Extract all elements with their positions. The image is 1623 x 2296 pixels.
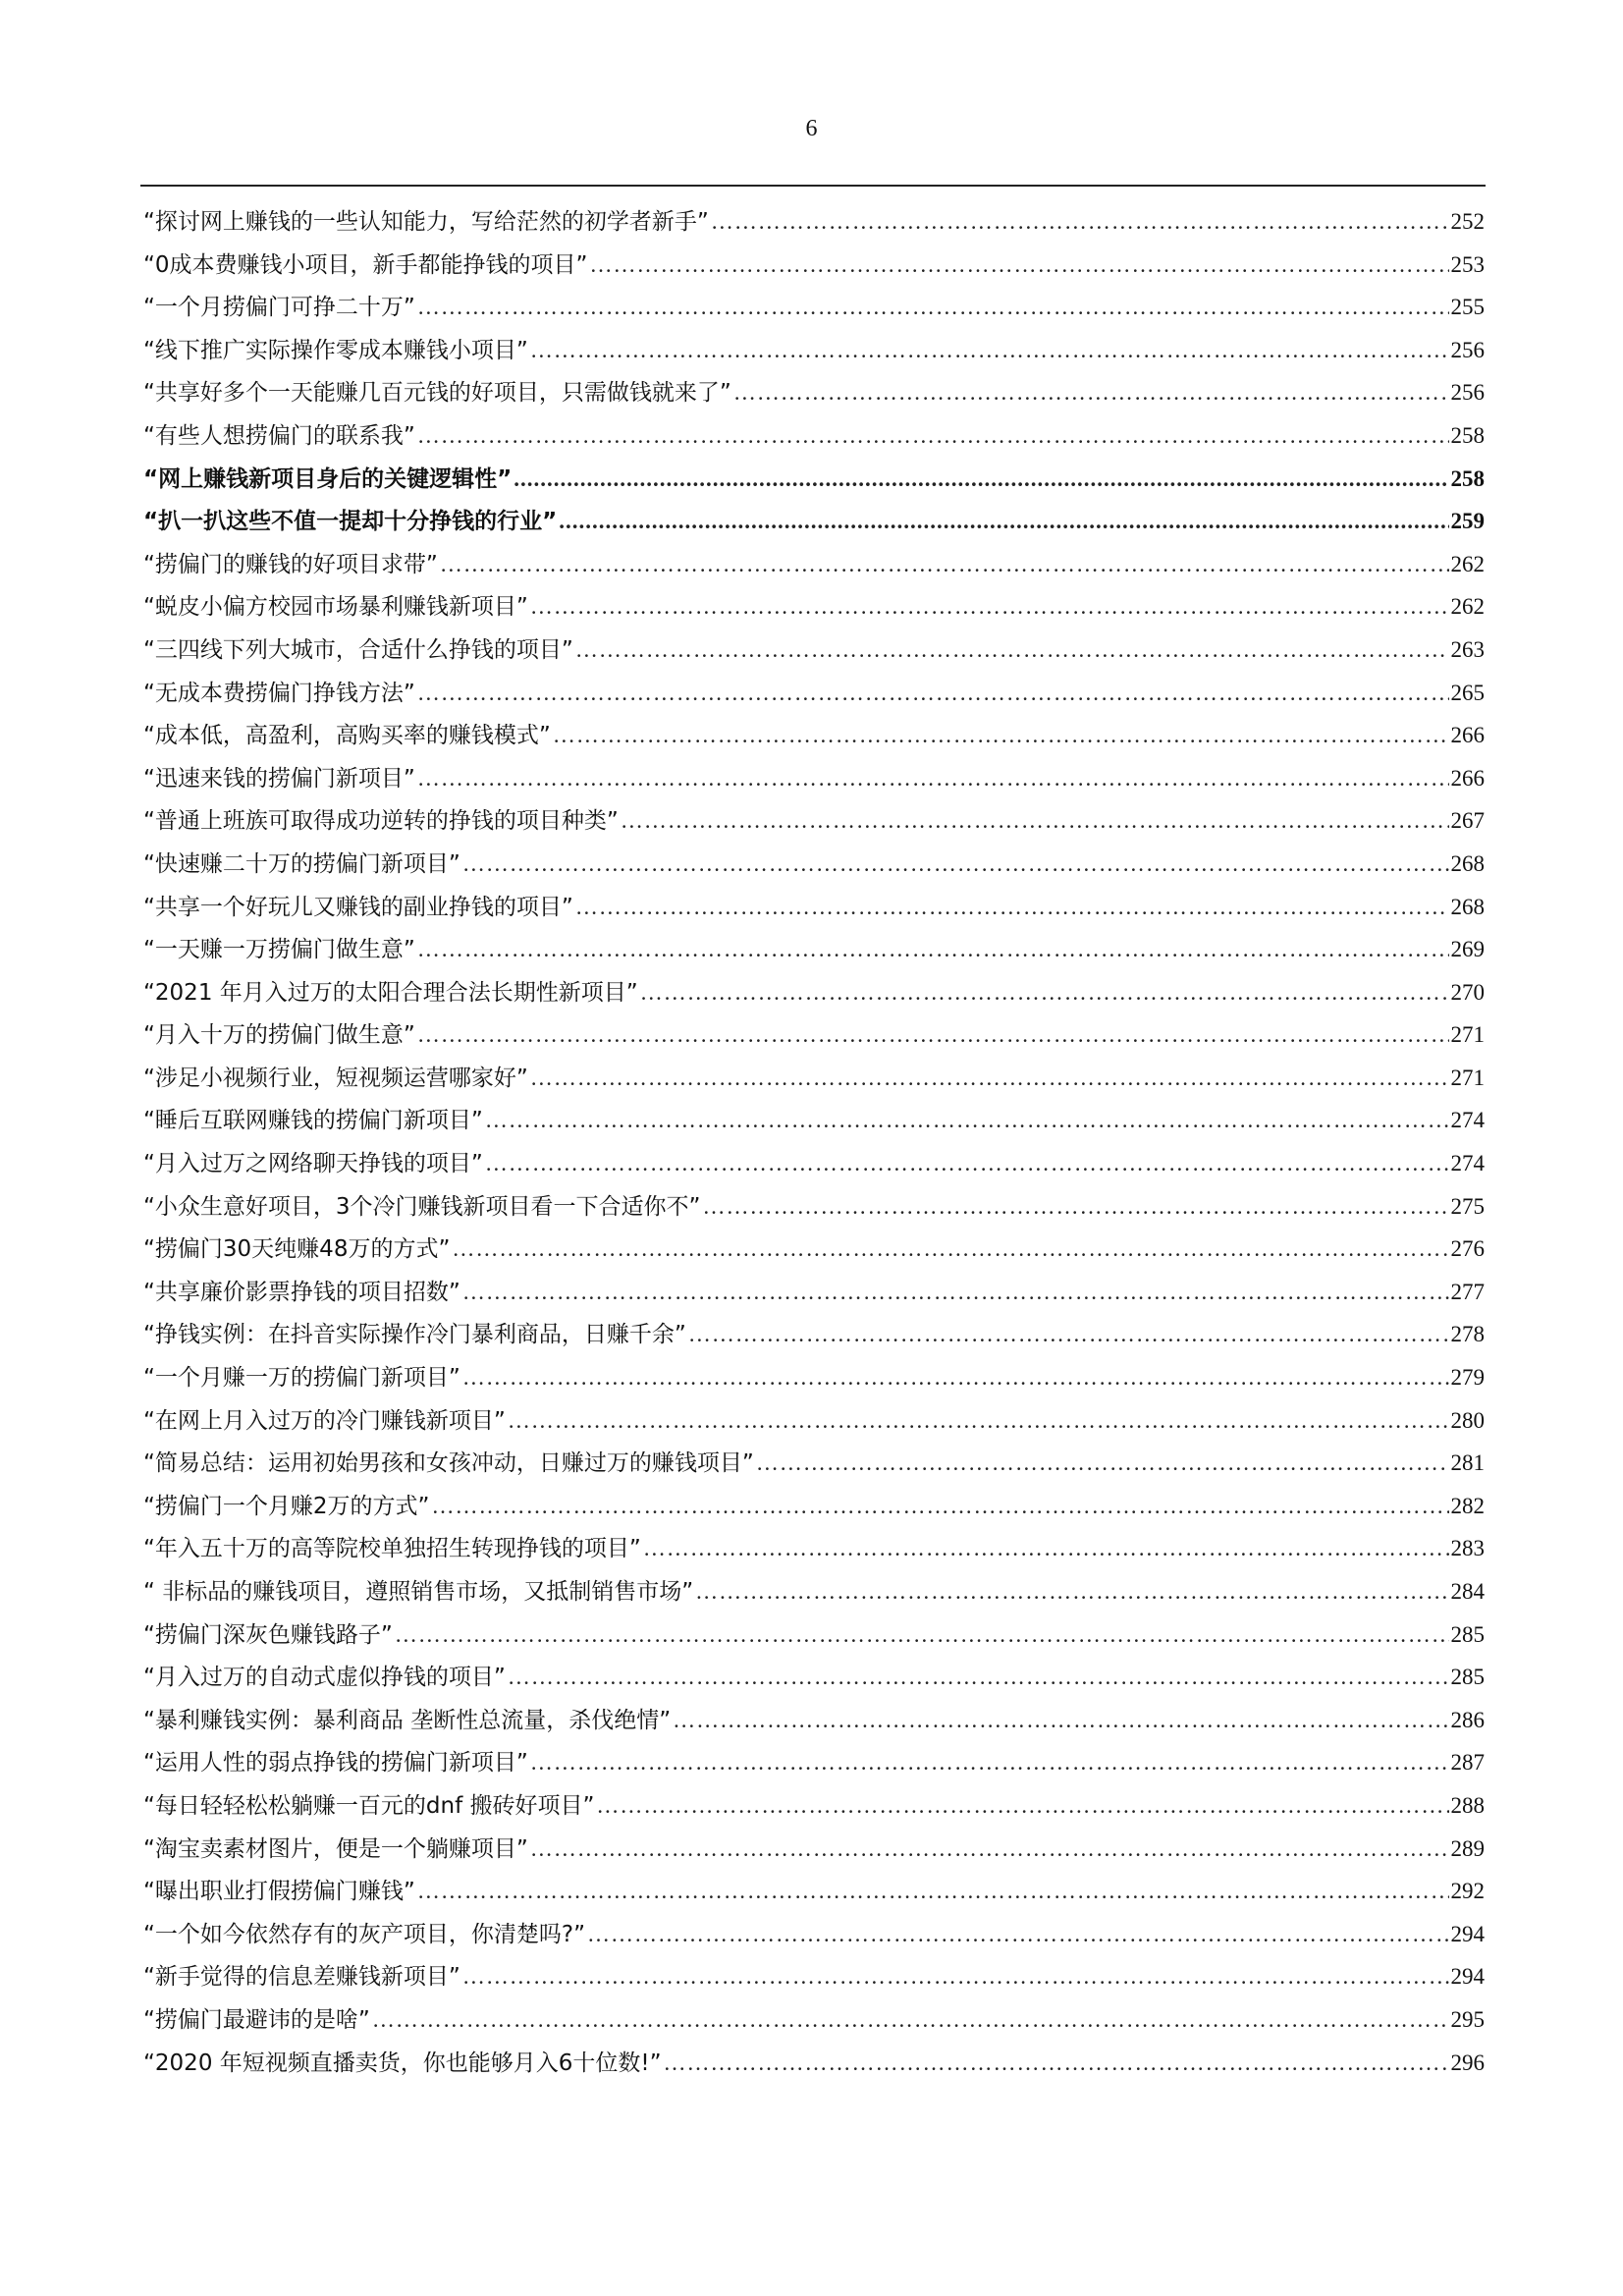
toc-entry-page: 269 <box>1450 937 1485 962</box>
toc-leader-dots <box>417 672 1449 715</box>
toc-entry-title: “共享一个好玩儿又赚钱的副业挣钱的项目” <box>143 894 573 920</box>
toc-leader-dots <box>695 1570 1448 1613</box>
toc-entry[interactable] <box>143 200 1485 244</box>
toc-leader-dots <box>417 286 1449 329</box>
toc-entry-page: 268 <box>1450 850 1485 876</box>
toc-leader-dots <box>530 585 1449 629</box>
toc-leader-dots <box>508 1399 1449 1443</box>
toc-entry-page: 270 <box>1450 979 1485 1005</box>
toc-leader-dots <box>395 1613 1449 1657</box>
toc-leader-dots <box>673 1699 1448 1742</box>
toc-leader-dots <box>485 1142 1449 1185</box>
toc-entry-page: 292 <box>1450 1879 1485 1904</box>
toc-leader-dots <box>417 1013 1449 1057</box>
toc-entry[interactable] <box>143 1485 1485 1528</box>
toc-entry[interactable] <box>143 1913 1485 1956</box>
toc-entry[interactable] <box>143 886 1485 929</box>
toc-entry-page: 277 <box>1450 1279 1485 1304</box>
table-of-contents <box>143 200 1485 2084</box>
toc-entry-page: 262 <box>1450 594 1485 620</box>
toc-entry-title: “一个如今依然存有的灰产项目，你清楚吗?” <box>143 1921 586 1947</box>
toc-leader-dots <box>462 1356 1449 1399</box>
toc-entry-page: 285 <box>1450 1665 1485 1690</box>
toc-entry[interactable] <box>143 1057 1485 1100</box>
toc-entry-page: 294 <box>1450 1921 1485 1946</box>
toc-entry[interactable] <box>143 1356 1485 1399</box>
toc-entry-title: “在网上月入过万的冷门赚钱新项目” <box>143 1407 506 1434</box>
toc-entry-page: 267 <box>1450 808 1485 834</box>
toc-entry-title: “捞偏门一个月赚2万的方式” <box>143 1493 430 1519</box>
toc-leader-dots <box>553 714 1449 757</box>
header-divider <box>140 185 1486 187</box>
toc-entry-title: “共享廉价影票挣钱的项目招数” <box>143 1279 460 1305</box>
toc-leader-dots <box>702 1185 1448 1229</box>
toc-entry-page: 253 <box>1450 251 1485 277</box>
toc-entry-title: “捞偏门30天纯赚48万的方式” <box>143 1236 451 1263</box>
toc-entry[interactable] <box>143 244 1485 287</box>
toc-entry-title: “捞偏门深灰色赚钱路子” <box>143 1621 393 1648</box>
toc-entry-title: “捞偏门最避讳的是啥” <box>143 2006 370 2033</box>
toc-entry-page: 296 <box>1450 2050 1485 2075</box>
toc-entry[interactable] <box>143 1142 1485 1185</box>
toc-entry-title: “涉足小视频行业，短视频运营哪家好” <box>143 1065 528 1091</box>
toc-entry-page: 268 <box>1450 894 1485 919</box>
toc-entry-title: “睡后互联网赚钱的捞偏门新项目” <box>143 1108 483 1134</box>
toc-leader-dots <box>530 1057 1449 1100</box>
toc-leader-dots <box>417 928 1449 971</box>
toc-entry-page: 263 <box>1450 636 1485 662</box>
toc-entry-page: 256 <box>1450 337 1485 362</box>
toc-entry[interactable] <box>143 1784 1485 1828</box>
toc-entry[interactable] <box>143 329 1485 372</box>
toc-entry-page: 281 <box>1450 1450 1485 1476</box>
toc-leader-dots <box>575 886 1449 929</box>
toc-entry-title: “小众生意好项目，3个冷门赚钱新项目看一下合适你不” <box>143 1193 701 1220</box>
toc-entry[interactable] <box>143 1870 1485 1913</box>
toc-entry-page: 266 <box>1450 723 1485 748</box>
toc-entry[interactable] <box>143 1613 1485 1657</box>
toc-leader-dots <box>440 543 1449 586</box>
toc-entry-title: “蜕皮小偏方校园市场暴利赚钱新项目” <box>143 594 528 621</box>
toc-entry-title: “迅速来钱的捞偏门新项目” <box>143 765 415 792</box>
toc-entry-page: 284 <box>1450 1579 1485 1604</box>
toc-leader-dots <box>417 1870 1449 1913</box>
toc-entry-title: “成本低，高盈利，高购买率的赚钱模式” <box>143 723 551 749</box>
toc-entry[interactable] <box>143 971 1485 1014</box>
toc-entry-page: 259 <box>1450 509 1485 534</box>
toc-leader-dots <box>530 329 1449 372</box>
toc-entry-page: 278 <box>1450 1322 1485 1347</box>
toc-leader-dots <box>596 1784 1448 1828</box>
toc-entry[interactable] <box>143 843 1485 886</box>
toc-leader-dots <box>711 200 1449 244</box>
toc-entry-title: “一个月赚一万的捞偏门新项目” <box>143 1365 460 1392</box>
toc-entry-title: “共享好多个一天能赚几百元钱的好项目，只需做钱就来了” <box>143 380 731 407</box>
toc-entry[interactable] <box>143 1185 1485 1229</box>
toc-entry-page: 252 <box>1450 209 1485 234</box>
toc-entry-title: “线下推广实际操作零成本赚钱小项目” <box>143 337 528 363</box>
toc-entry-title: “快速赚二十万的捞偏门新项目” <box>143 850 460 877</box>
toc-leader-dots <box>417 757 1449 800</box>
toc-entry-title: “三四线下列大城市，合适什么挣钱的项目” <box>143 636 573 663</box>
toc-entry[interactable] <box>143 1099 1485 1142</box>
toc-entry[interactable] <box>143 1313 1485 1356</box>
toc-entry-title: “有些人想捞偏门的联系我” <box>143 422 415 449</box>
toc-entry[interactable] <box>143 1741 1485 1784</box>
toc-entry-title: “2021 年月入过万的太阳合理合法长期性新项目” <box>143 979 638 1006</box>
toc-leader-dots <box>462 843 1449 886</box>
toc-entry-title: “挣钱实例：在抖音实际操作冷门暴利商品，日赚千余” <box>143 1322 686 1348</box>
toc-entry[interactable] <box>143 458 1485 501</box>
toc-entry-title: “ 非标品的赚钱项目，遵照销售市场，又抵制销售市场” <box>143 1579 694 1605</box>
toc-entry[interactable] <box>143 1527 1485 1570</box>
toc-entry-title: “探讨网上赚钱的一些认知能力，写给茫然的初学者新手” <box>143 209 709 235</box>
toc-entry-title: “网上赚钱新项目身后的关键逻辑性” <box>143 465 513 492</box>
toc-entry-page: 255 <box>1450 295 1485 320</box>
toc-leader-dots <box>643 1527 1449 1570</box>
toc-leader-dots <box>462 1955 1449 1998</box>
toc-entry[interactable] <box>143 500 1485 543</box>
toc-leader-dots <box>575 629 1449 672</box>
toc-entry[interactable] <box>143 1656 1485 1699</box>
toc-entry[interactable] <box>143 286 1485 329</box>
toc-entry-title: “简易总结：运用初始男孩和女孩冲动，日赚过万的赚钱项目” <box>143 1450 754 1477</box>
toc-entry[interactable] <box>143 1399 1485 1443</box>
toc-entry-title: “一天赚一万捞偏门做生意” <box>143 937 415 963</box>
toc-entry-title: “月入过万的自动式虚似挣钱的项目” <box>143 1665 506 1691</box>
toc-entry-page: 274 <box>1450 1151 1485 1176</box>
toc-entry-page: 283 <box>1450 1536 1485 1561</box>
toc-entry-title: “0成本费赚钱小项目，新手都能挣钱的项目” <box>143 251 588 278</box>
toc-entry-page: 288 <box>1450 1792 1485 1818</box>
toc-leader-dots <box>431 1485 1448 1528</box>
toc-entry-title: “月入十万的捞偏门做生意” <box>143 1022 415 1049</box>
toc-entry-page: 271 <box>1450 1065 1485 1090</box>
page-number: 6 <box>805 116 818 141</box>
toc-entry-page: 289 <box>1450 1835 1485 1861</box>
toc-entry-title: “无成本费捞偏门挣钱方法” <box>143 680 415 706</box>
toc-leader-dots <box>688 1313 1449 1356</box>
toc-entry-page: 276 <box>1450 1236 1485 1262</box>
toc-leader-dots <box>664 2042 1449 2085</box>
toc-entry-title: “每日轻轻松松躺赚一百元的dnf 搬砖好项目” <box>143 1792 595 1819</box>
toc-leader-dots <box>559 500 1448 543</box>
toc-entry[interactable] <box>143 1699 1485 1742</box>
toc-entry-page: 294 <box>1450 1964 1485 1990</box>
toc-entry[interactable] <box>143 1271 1485 1314</box>
toc-entry-page: 271 <box>1450 1022 1485 1048</box>
toc-entry-page: 285 <box>1450 1621 1485 1647</box>
toc-leader-dots <box>462 1271 1449 1314</box>
toc-entry[interactable] <box>143 1955 1485 1998</box>
toc-entry-title: “暴利赚钱实例：暴利商品 垄断性总流量，杀伐绝情” <box>143 1707 672 1733</box>
toc-entry-title: “2020 年短视频直播卖货，你也能够月入6十位数!” <box>143 2050 662 2076</box>
toc-entry-page: 282 <box>1450 1493 1485 1518</box>
toc-leader-dots <box>589 244 1448 287</box>
toc-leader-dots <box>640 971 1449 1014</box>
toc-entry[interactable] <box>143 672 1485 715</box>
toc-entry[interactable] <box>143 543 1485 586</box>
toc-entry-title: “扒一扒这些不值一提却十分挣钱的行业” <box>143 509 558 535</box>
toc-leader-dots <box>733 371 1449 414</box>
toc-entry-page: 287 <box>1450 1750 1485 1776</box>
toc-entry-title: “捞偏门的赚钱的好项目求带” <box>143 551 438 577</box>
toc-entry-page: 256 <box>1450 380 1485 406</box>
toc-leader-dots <box>621 799 1449 843</box>
toc-entry-page: 258 <box>1450 422 1485 448</box>
toc-entry-page: 279 <box>1450 1365 1485 1391</box>
toc-entry-title: “淘宝卖素材图片，便是一个躺赚项目” <box>143 1835 528 1862</box>
toc-entry-page: 266 <box>1450 765 1485 791</box>
toc-leader-dots <box>417 414 1449 458</box>
toc-entry-title: “普通上班族可取得成功逆转的挣钱的项目种类” <box>143 808 619 835</box>
toc-entry-page: 258 <box>1450 465 1485 491</box>
toc-entry[interactable] <box>143 1828 1485 1871</box>
toc-entry[interactable] <box>143 1998 1485 2042</box>
toc-entry-page: 275 <box>1450 1193 1485 1219</box>
toc-entry[interactable] <box>143 2042 1485 2085</box>
toc-leader-dots <box>756 1442 1449 1485</box>
toc-entry-page: 265 <box>1450 680 1485 705</box>
toc-leader-dots <box>530 1741 1449 1784</box>
toc-entry[interactable] <box>143 757 1485 800</box>
toc-entry-title: “运用人性的弱点挣钱的捞偏门新项目” <box>143 1750 528 1777</box>
toc-entry[interactable] <box>143 1570 1485 1613</box>
toc-leader-dots <box>452 1228 1448 1271</box>
toc-entry-page: 286 <box>1450 1707 1485 1732</box>
toc-leader-dots <box>530 1828 1449 1871</box>
toc-entry-page: 262 <box>1450 551 1485 576</box>
toc-entry-page: 274 <box>1450 1108 1485 1133</box>
toc-entry-title: “月入过万之网络聊天挣钱的项目” <box>143 1151 483 1177</box>
toc-leader-dots <box>587 1913 1448 1956</box>
toc-leader-dots <box>514 458 1448 501</box>
toc-entry-title: “一个月捞偏门可挣二十万” <box>143 295 415 321</box>
toc-entry[interactable] <box>143 1013 1485 1057</box>
toc-entry[interactable] <box>143 1442 1485 1485</box>
toc-entry[interactable] <box>143 371 1485 414</box>
toc-entry[interactable] <box>143 585 1485 629</box>
toc-entry-page: 280 <box>1450 1407 1485 1433</box>
toc-entry-page: 295 <box>1450 2006 1485 2032</box>
toc-entry[interactable] <box>143 714 1485 757</box>
toc-leader-dots <box>508 1656 1449 1699</box>
toc-leader-dots <box>372 1998 1449 2042</box>
toc-entry-title: “曝出职业打假捞偏门赚钱” <box>143 1879 415 1905</box>
toc-entry[interactable] <box>143 629 1485 672</box>
toc-entry[interactable] <box>143 414 1485 458</box>
toc-entry[interactable] <box>143 1228 1485 1271</box>
toc-entry[interactable] <box>143 928 1485 971</box>
toc-entry-title: “年入五十万的高等院校单独招生转现挣钱的项目” <box>143 1536 641 1562</box>
toc-leader-dots <box>485 1099 1449 1142</box>
toc-entry[interactable] <box>143 799 1485 843</box>
toc-entry-title: “新手觉得的信息差赚钱新项目” <box>143 1964 460 1991</box>
